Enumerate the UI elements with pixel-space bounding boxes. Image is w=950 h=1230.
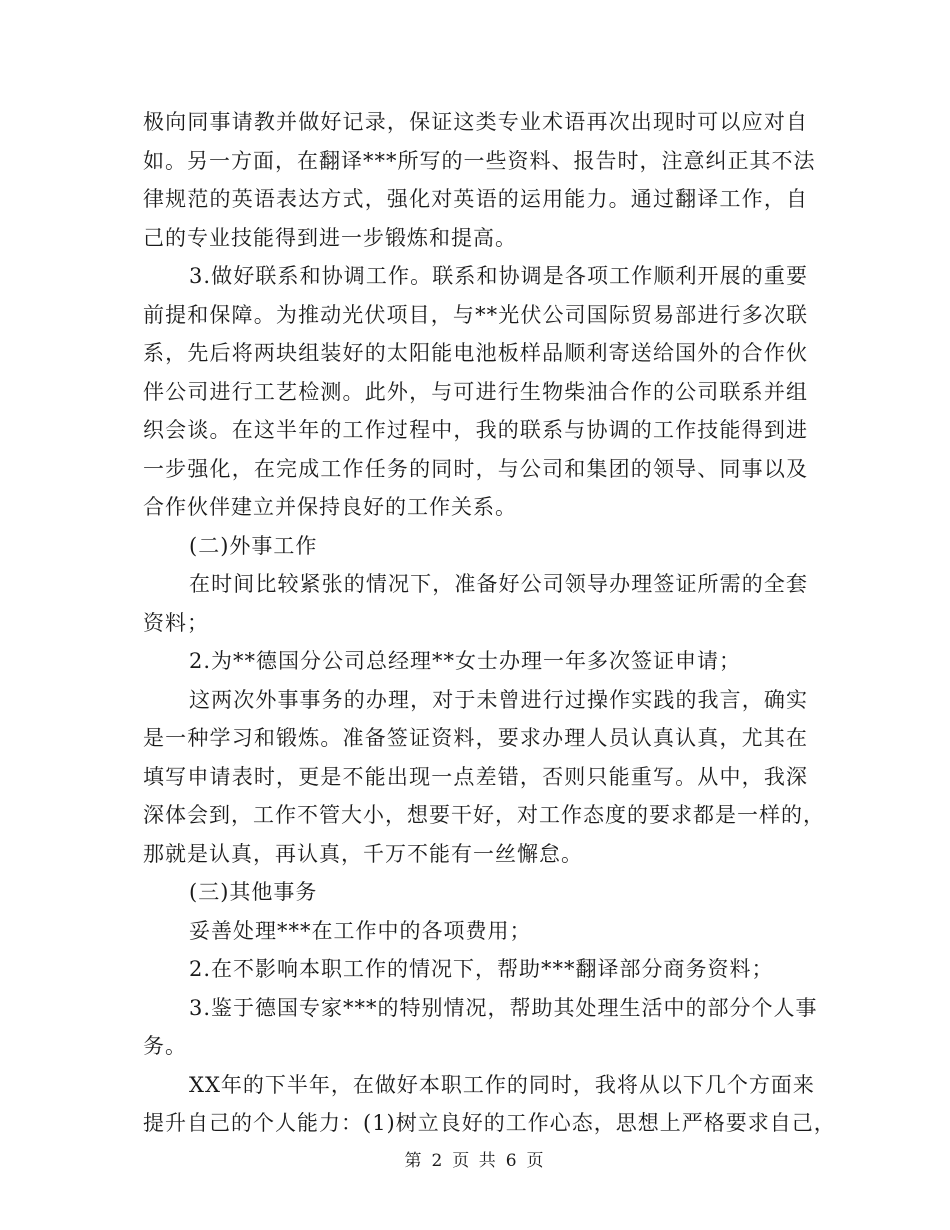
text-line: 律规范的英语表达方式，强化对英语的运用能力。通过翻译工作，自: [143, 187, 808, 211]
text-line: 妥善处理***在工作中的各项费用；: [189, 918, 532, 943]
text-line: 提升自己的个人能力：(1)树立良好的工作心态，思想上严格要求自己，: [143, 1111, 836, 1135]
text-line: 极向同事请教并做好记录，保证这类专业术语再次出现时可以应对自: [143, 110, 808, 134]
text-line: 己的专业技能得到进一步锻炼和提高。: [143, 225, 517, 250]
page-footer: [0, 1146, 950, 1171]
text-line: 这两次外事事务的办理，对于未曾进行过操作实践的我言，确实: [189, 687, 808, 712]
footer-middle: 页 共: [452, 1151, 498, 1171]
footer-total-pages: 6: [505, 1151, 519, 1171]
text-line: 3.做好联系和协调工作。联系和协调是各项工作顺利开展的重要: [189, 264, 808, 288]
text-line: 深体会到，工作不管大小，想要干好，对工作态度的要求都是一样的，: [143, 803, 825, 827]
text-line: 3.鉴于德国专家***的特别情况，帮助其处理生活中的部分个人事: [189, 995, 818, 1020]
text-line: 2.在不影响本职工作的情况下，帮助***翻译部分商务资料；: [189, 957, 774, 981]
text-line: 2.为**德国分公司总经理**女士办理一年多次签证申请；: [189, 649, 742, 673]
footer-prefix: 第: [404, 1151, 424, 1171]
text-line: (三)其他事务: [189, 880, 318, 904]
text-line: 在时间比较紧张的情况下，准备好公司领导办理签证所需的全套: [189, 572, 808, 596]
text-line: 合作伙伴建立并保持良好的工作关系。: [143, 495, 517, 519]
footer-current-page: 2: [431, 1151, 445, 1171]
text-line: 务。: [143, 1034, 187, 1058]
text-line: 那就是认真，再认真，千万不能有一丝懈怠。: [143, 841, 583, 866]
text-line: 系，先后将两块组装好的太阳能电池板样品顺利寄送给国外的合作伙: [143, 341, 808, 365]
text-line: (二)外事工作: [189, 533, 318, 558]
text-line: 伴公司进行工艺检测。此外，与可进行生物柴油合作的公司联系并组: [143, 379, 808, 404]
body-text: [143, 103, 836, 1143]
text-line: 织会谈。在这半年的工作过程中，我的联系与协调的工作技能得到进: [143, 418, 808, 442]
text-line: 一步强化，在完成工作任务的同时，与公司和集团的领导、同事以及: [143, 456, 808, 481]
text-line: 是一种学习和锻炼。准备签证资料，要求办理人员认真认真，尤其在: [143, 726, 808, 750]
text-line: 前提和保障。为推动光伏项目，与**光伏公司国际贸易部进行多次联: [143, 302, 808, 327]
text-line: 如。另一方面，在翻译***所写的一些资料、报告时，注意纠正其不法: [143, 148, 816, 173]
text-line: 资料；: [143, 610, 209, 635]
footer-suffix: 页: [526, 1151, 546, 1171]
text-line: 填写申请表时，更是不能出现一点差错，否则只能重写。从中，我深: [143, 764, 808, 789]
text-line: XX年的下半年，在做好本职工作的同时，我将从以下几个方面来: [189, 1072, 815, 1097]
